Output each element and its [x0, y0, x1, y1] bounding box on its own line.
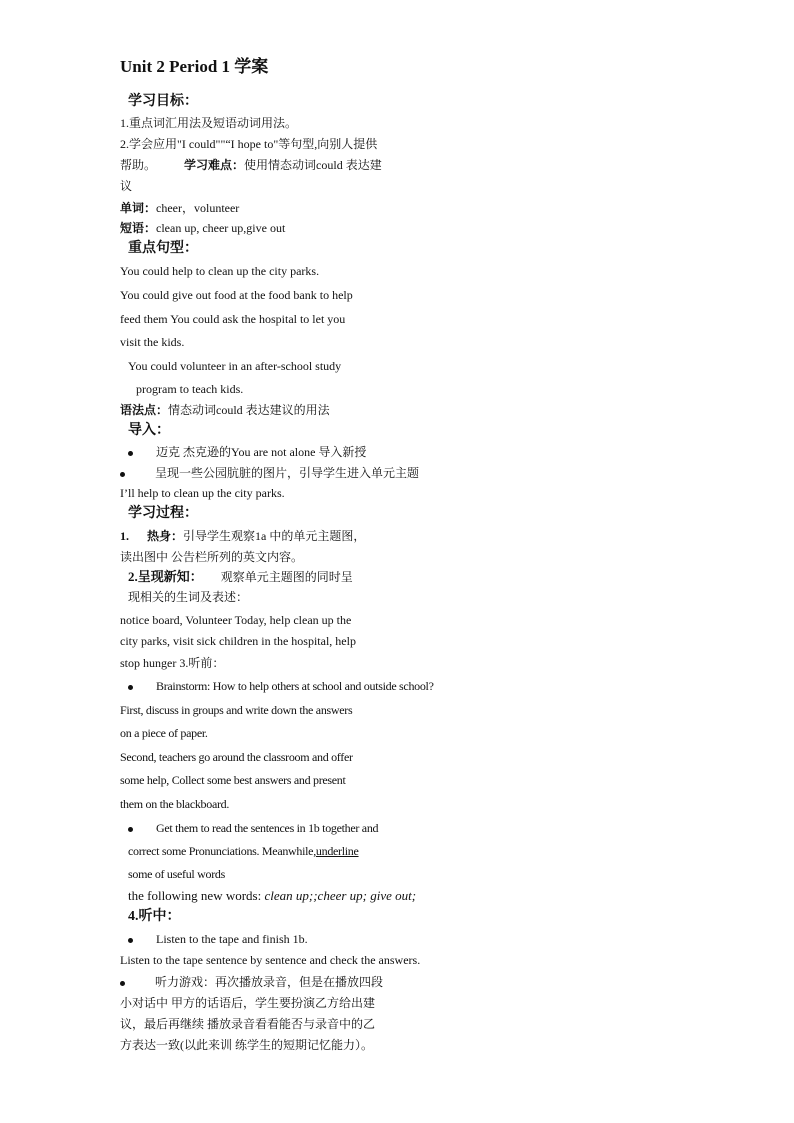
- getthem-bullet: [128, 821, 378, 836]
- sentence-line: program to teach kids.: [136, 382, 244, 396]
- step-1: [120, 529, 365, 544]
- difficulty-label: 学习难点：: [184, 158, 245, 172]
- words-label: 单词：: [120, 201, 157, 215]
- sentences-heading: 重点句型：: [128, 241, 198, 256]
- phrases-line: [120, 221, 285, 236]
- objective-2-end: 帮助。: [120, 158, 157, 172]
- bullet-icon: [128, 827, 133, 832]
- second-line: Second, teachers go around the classroom and offer: [120, 750, 353, 764]
- grammar-text: 情态动词could 表达建议的用法: [168, 403, 330, 417]
- step-2-english: stop hunger 3.听前：: [120, 656, 225, 670]
- step-2-english: city parks, visit sick children in the hospital, help: [120, 634, 356, 648]
- listening-game-line: 议，最后再继续 播放录音看看能否与录音中的乙: [120, 1017, 376, 1031]
- step-2-continued: 现相关的生词及表述：: [128, 590, 249, 604]
- listening-line-2: Listen to the tape sentence by sentence and check the answers.: [120, 953, 421, 967]
- objective-2: 2.学会应用"I could""“I hope to"等句型,向别人提供: [120, 137, 378, 151]
- useful-line: some of useful words: [128, 867, 225, 881]
- step-1-label: 热身：: [147, 529, 184, 543]
- listening-game: [120, 975, 383, 990]
- step-2-text: 观察单元主题图的同时呈: [220, 570, 353, 584]
- sentence-line: You could help to clean up the city parks.: [120, 264, 320, 278]
- intro-bullet-1: [128, 445, 366, 460]
- new-words-label: the following new words:: [128, 888, 265, 903]
- step-2: [128, 569, 353, 585]
- sentence-line: You could volunteer in an after-school study: [128, 359, 342, 373]
- grammar-line: [120, 403, 330, 418]
- correct-text: correct some Pronunciations. Meanwhile,: [128, 844, 316, 858]
- phrases-label: 短语：: [120, 221, 157, 235]
- difficulty-text: 使用情态动词could 表达建: [244, 158, 382, 172]
- first-line: on a piece of paper.: [120, 726, 208, 740]
- process-heading: 学习过程：: [128, 506, 198, 521]
- intro-bullet-2: [120, 466, 419, 481]
- words-line: [120, 201, 239, 216]
- step-1-number: 1.: [120, 529, 129, 543]
- new-words-line: [128, 888, 416, 903]
- sentence-line: feed them You could ask the hospital to let you: [120, 312, 346, 326]
- sentence-line: visit the kids.: [120, 335, 185, 349]
- bullet-icon: [128, 938, 133, 943]
- intro-heading: 导入：: [128, 423, 170, 438]
- grammar-label: 语法点：: [120, 403, 169, 417]
- brainstorm-bullet: [128, 679, 434, 694]
- bullet-icon: [128, 685, 133, 690]
- listening-game-text: 听力游戏：再次播放录音，但是在播放四段: [155, 975, 384, 989]
- sentence-line: You could give out food at the food bank to help: [120, 288, 353, 302]
- page-title: Unit 2 Period 1 学案: [120, 57, 269, 76]
- intro-bullet-1-text: 迈克 杰克逊的You are not alone 导入新授: [156, 445, 367, 459]
- listening-bullet-1: [128, 932, 308, 947]
- step-2-label: 2.呈现新知：: [128, 569, 203, 584]
- correct-line: [128, 844, 359, 859]
- step-2-english: notice board, Volunteer Today, help clean up the: [120, 613, 352, 627]
- bullet-icon: [120, 472, 125, 477]
- objective-1: 1.重点词汇用法及短语动词用法。: [120, 116, 298, 130]
- bullet-icon: [120, 981, 125, 986]
- listening-game-line: 小对话中 甲方的话语后，学生要扮演乙方给出建: [120, 996, 376, 1010]
- objectives-heading: 学习目标：: [128, 94, 198, 109]
- second-line: them on the blackboard.: [120, 797, 230, 811]
- objective-2-continued: [120, 158, 382, 173]
- getthem-text: Get them to read the sentences in 1b together and: [156, 821, 379, 835]
- bullet-icon: [128, 451, 133, 456]
- difficulty-continued: 议: [120, 179, 133, 193]
- step-1-continued: 读出图中 公告栏所列的英文内容。: [120, 550, 304, 564]
- phrases-text: clean up, cheer up,give out: [156, 221, 286, 235]
- step-1-text: 引导学生观察1a 中的单元主题图，: [183, 529, 366, 543]
- first-line: First, discuss in groups and write down the answers: [120, 703, 353, 717]
- underline-word: underline: [315, 844, 359, 858]
- listening-game-line: 方表达一致(以此来训 练学生的短期记忆能力）。: [120, 1038, 373, 1052]
- listening-bullet-1-text: Listen to the tape and finish 1b.: [156, 932, 308, 946]
- second-line: some help, Collect some best answers and present: [120, 773, 346, 787]
- brainstorm-text: Brainstorm: How to help others at school and outside school?: [156, 679, 434, 693]
- intro-line-3: I’ll help to clean up the city parks.: [120, 486, 285, 500]
- intro-bullet-2-text: 呈现一些公园肮脏的图片，引导学生进入单元主题: [155, 466, 420, 480]
- listening-heading: 4.听中：: [128, 909, 181, 924]
- words-text: cheer，volunteer: [156, 201, 240, 215]
- new-words-list: clean up;;cheer up; give out;: [264, 888, 417, 903]
